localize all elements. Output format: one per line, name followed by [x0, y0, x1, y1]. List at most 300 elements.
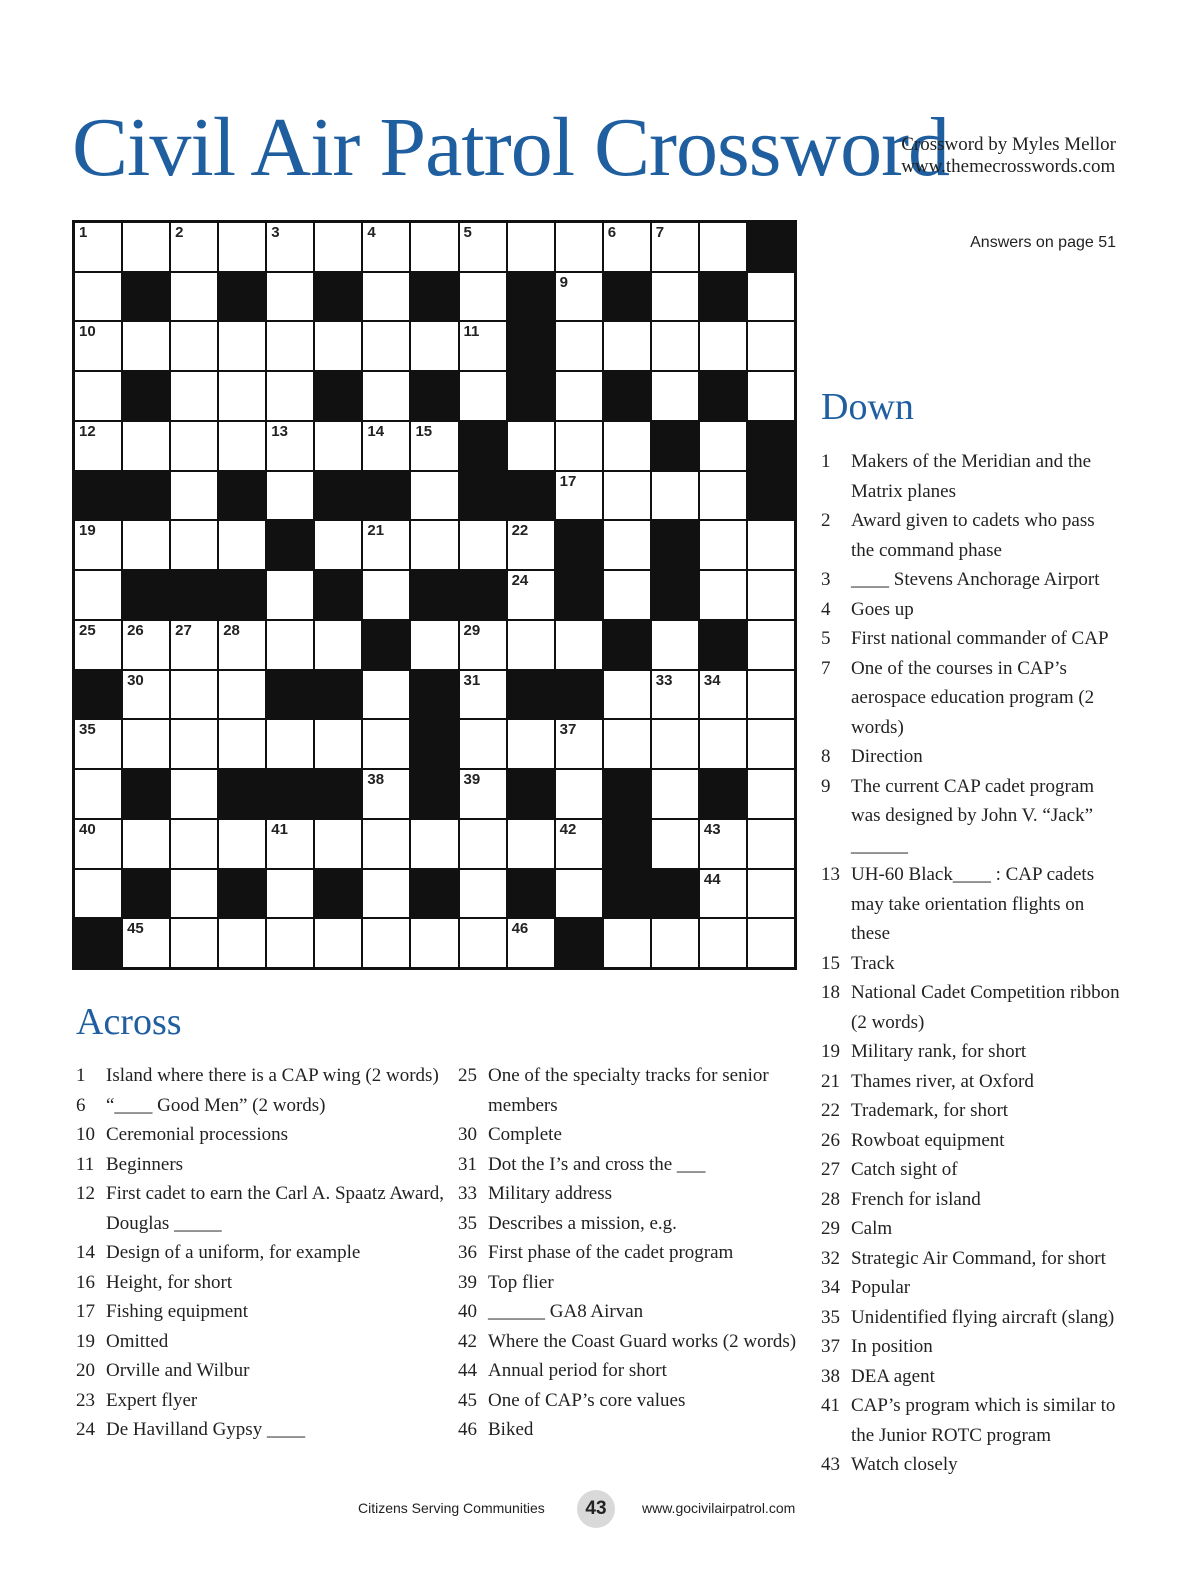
- clue-number: 24: [76, 1419, 95, 1440]
- grid-cell[interactable]: [508, 720, 554, 768]
- clue-number: 15: [821, 952, 840, 974]
- clue-item: [458, 1179, 806, 1209]
- grid-cell[interactable]: [363, 521, 409, 569]
- clue-text: In position: [851, 1336, 933, 1357]
- grid-cell[interactable]: [171, 521, 217, 569]
- grid-cell[interactable]: [219, 372, 265, 420]
- grid-cell[interactable]: [652, 621, 698, 669]
- grid-cell[interactable]: [460, 621, 506, 669]
- grid-cell[interactable]: [508, 223, 554, 271]
- grid-cell[interactable]: [700, 322, 746, 370]
- grid-cell[interactable]: [652, 223, 698, 271]
- clue-number: 43: [821, 1454, 840, 1475]
- grid-cell[interactable]: [700, 422, 746, 470]
- clue-item: [458, 1209, 806, 1239]
- black-square: [411, 770, 457, 818]
- black-square: [411, 571, 457, 619]
- grid-cell[interactable]: [460, 870, 506, 918]
- grid-cell[interactable]: [556, 770, 602, 818]
- grid-cell[interactable]: [700, 571, 746, 619]
- clue-text: Direction: [851, 746, 923, 767]
- black-square: [219, 571, 265, 619]
- grid-cell[interactable]: [171, 770, 217, 818]
- clue-item: [76, 1415, 446, 1445]
- clue-item: [821, 595, 1121, 625]
- grid-cell[interactable]: [700, 223, 746, 271]
- clue-text: Fishing equipment: [106, 1301, 248, 1322]
- clue-item: [458, 1356, 806, 1386]
- grid-cell[interactable]: [652, 671, 698, 719]
- clue-number: 2: [175, 224, 184, 241]
- black-square: [556, 671, 602, 719]
- grid-cell[interactable]: [171, 621, 217, 669]
- grid-cell[interactable]: [700, 472, 746, 520]
- grid-cell[interactable]: [315, 422, 361, 470]
- clue-number: 4: [367, 224, 376, 241]
- clue-number: 26: [821, 1129, 840, 1151]
- clue-number: 31: [458, 1153, 477, 1175]
- clue-number: 7: [821, 657, 831, 679]
- clue-number: 25: [79, 621, 96, 639]
- clue-number: 42: [458, 1330, 477, 1352]
- grid-cell[interactable]: [604, 571, 650, 619]
- clue-number: 12: [79, 422, 96, 440]
- clue-item: [76, 1091, 446, 1121]
- grid-cell[interactable]: [604, 223, 650, 271]
- grid-cell[interactable]: [460, 521, 506, 569]
- grid-cell[interactable]: [652, 919, 698, 967]
- grid-cell[interactable]: [267, 372, 313, 420]
- grid-cell[interactable]: [460, 372, 506, 420]
- grid-cell[interactable]: [315, 521, 361, 569]
- grid-cell[interactable]: [75, 273, 121, 321]
- grid-cell[interactable]: [267, 273, 313, 321]
- clue-text: Track: [851, 952, 895, 974]
- grid-cell[interactable]: [460, 223, 506, 271]
- black-square: [267, 521, 313, 569]
- clue-item: [821, 506, 1121, 565]
- clue-item: [821, 1096, 1121, 1126]
- clue-item: [821, 1126, 1121, 1156]
- grid-cell[interactable]: [556, 621, 602, 669]
- clue-item: [821, 949, 1121, 979]
- grid-cell[interactable]: [604, 422, 650, 470]
- grid-cell[interactable]: [411, 472, 457, 520]
- grid-cell[interactable]: [363, 820, 409, 868]
- grid-cell[interactable]: [556, 720, 602, 768]
- clue-number: 30: [127, 671, 144, 689]
- grid-cell[interactable]: [556, 273, 602, 321]
- grid-cell[interactable]: [267, 870, 313, 918]
- clue-number: 17: [76, 1301, 95, 1322]
- grid-cell[interactable]: [460, 820, 506, 868]
- grid-cell[interactable]: [171, 223, 217, 271]
- grid-cell[interactable]: [460, 322, 506, 370]
- grid-cell[interactable]: [460, 770, 506, 818]
- grid-cell[interactable]: [748, 919, 794, 967]
- clue-item: [821, 624, 1121, 654]
- grid-cell[interactable]: [652, 273, 698, 321]
- grid-cell[interactable]: [315, 919, 361, 967]
- clue-item: [821, 1155, 1121, 1185]
- clue-number: 44: [703, 870, 721, 888]
- clue-text: Award given to cadets who pass the command phase: [851, 510, 1095, 561]
- clue-number: 4: [821, 598, 831, 620]
- grid-cell[interactable]: [267, 223, 313, 271]
- grid-cell[interactable]: [460, 919, 506, 967]
- grid-cell[interactable]: [748, 870, 794, 918]
- grid-cell[interactable]: [411, 422, 457, 470]
- grid-cell[interactable]: [123, 671, 169, 719]
- grid-cell[interactable]: [75, 770, 121, 818]
- grid-cell[interactable]: [171, 919, 217, 967]
- footer-tagline: Citizens Serving Communities: [358, 1500, 545, 1516]
- grid-cell[interactable]: [363, 870, 409, 918]
- clue-number: 25: [458, 1065, 477, 1086]
- grid-cell[interactable]: [75, 720, 121, 768]
- clue-text: “____ Good Men” (2 words): [106, 1094, 326, 1116]
- grid-cell[interactable]: [363, 919, 409, 967]
- clue-number: 45: [458, 1389, 477, 1411]
- grid-cell[interactable]: [123, 919, 169, 967]
- clue-text: Calm: [851, 1218, 893, 1239]
- black-square: [315, 372, 361, 420]
- clue-text: Orville and Wilbur: [106, 1360, 250, 1381]
- grid-cell[interactable]: [652, 720, 698, 768]
- clue-number: 13: [821, 864, 840, 885]
- grid-cell[interactable]: [556, 820, 602, 868]
- clue-number: 35: [458, 1212, 477, 1234]
- black-square: [267, 671, 313, 719]
- black-square: [508, 870, 554, 918]
- grid-cell[interactable]: [748, 322, 794, 370]
- clue-number: 5: [821, 628, 831, 649]
- clue-text: Dot the I’s and cross the ___: [488, 1153, 706, 1175]
- clue-text: Thames river, at Oxford: [851, 1070, 1034, 1092]
- grid-cell[interactable]: [75, 621, 121, 669]
- grid-cell[interactable]: [604, 919, 650, 967]
- clue-item: [76, 1386, 446, 1416]
- clue-item: [76, 1179, 446, 1238]
- clue-number: 41: [821, 1395, 840, 1416]
- clue-text: Rowboat equipment: [851, 1129, 1005, 1151]
- clue-number: 32: [821, 1247, 840, 1269]
- black-square: [123, 273, 169, 321]
- black-square: [604, 372, 650, 420]
- footer-website: www.gocivilairpatrol.com: [642, 1500, 796, 1516]
- grid-cell[interactable]: [604, 472, 650, 520]
- grid-cell[interactable]: [652, 472, 698, 520]
- grid-cell[interactable]: [123, 521, 169, 569]
- black-square: [363, 472, 409, 520]
- grid-cell[interactable]: [267, 472, 313, 520]
- grid-cell[interactable]: [315, 322, 361, 370]
- grid-cell[interactable]: [123, 820, 169, 868]
- down-heading: Down: [821, 386, 914, 428]
- grid-cell[interactable]: [604, 720, 650, 768]
- grid-cell[interactable]: [219, 621, 265, 669]
- grid-cell[interactable]: [508, 571, 554, 619]
- grid-cell[interactable]: [75, 322, 121, 370]
- grid-cell[interactable]: [123, 422, 169, 470]
- clue-number: 28: [223, 621, 240, 639]
- grid-cell[interactable]: [748, 770, 794, 818]
- clue-number: 43: [703, 820, 721, 838]
- grid-cell[interactable]: [123, 621, 169, 669]
- grid-cell[interactable]: [171, 372, 217, 420]
- grid-cell[interactable]: [700, 820, 746, 868]
- grid-cell[interactable]: [363, 322, 409, 370]
- grid-cell[interactable]: [508, 820, 554, 868]
- grid-cell[interactable]: [171, 870, 217, 918]
- grid-cell[interactable]: [700, 671, 746, 719]
- clue-text: Military address: [488, 1183, 613, 1204]
- black-square: [700, 770, 746, 818]
- clue-number: 26: [127, 621, 144, 639]
- clue-number: 29: [463, 621, 481, 639]
- grid-cell[interactable]: [75, 820, 121, 868]
- grid-cell[interactable]: [219, 322, 265, 370]
- black-square: [556, 919, 602, 967]
- grid-cell[interactable]: [508, 422, 554, 470]
- grid-cell[interactable]: [700, 720, 746, 768]
- black-square: [219, 770, 265, 818]
- grid-cell[interactable]: [411, 919, 457, 967]
- grid-cell[interactable]: [219, 521, 265, 569]
- grid-cell[interactable]: [315, 621, 361, 669]
- clue-item: [821, 860, 1121, 949]
- black-square: [315, 571, 361, 619]
- clue-item: [458, 1238, 806, 1268]
- black-square: [508, 770, 554, 818]
- grid-cell[interactable]: [556, 223, 602, 271]
- clue-number: 6: [607, 224, 617, 241]
- clue-text: Describes a mission, e.g.: [488, 1212, 677, 1234]
- grid-cell[interactable]: [748, 820, 794, 868]
- grid-cell[interactable]: [123, 223, 169, 271]
- grid-cell[interactable]: [219, 671, 265, 719]
- clue-number: 17: [559, 472, 577, 490]
- clue-number: 3: [821, 569, 831, 590]
- clue-text: Complete: [488, 1124, 562, 1145]
- grid-cell[interactable]: [748, 671, 794, 719]
- grid-cell[interactable]: [123, 322, 169, 370]
- grid-cell[interactable]: [75, 870, 121, 918]
- clue-number: 23: [76, 1389, 95, 1411]
- black-square: [652, 870, 698, 918]
- clue-item: [821, 565, 1121, 595]
- grid-cell[interactable]: [460, 720, 506, 768]
- grid-cell[interactable]: [363, 671, 409, 719]
- clue-number: 37: [821, 1336, 840, 1357]
- grid-cell[interactable]: [363, 372, 409, 420]
- grid-cell[interactable]: [460, 273, 506, 321]
- grid-cell[interactable]: [171, 422, 217, 470]
- grid-cell[interactable]: [604, 521, 650, 569]
- grid-cell[interactable]: [267, 919, 313, 967]
- grid-cell[interactable]: [411, 621, 457, 669]
- grid-cell[interactable]: [508, 919, 554, 967]
- grid-cell[interactable]: [267, 820, 313, 868]
- clue-number: 28: [821, 1188, 840, 1210]
- grid-cell[interactable]: [508, 521, 554, 569]
- clue-text: Trademark, for short: [851, 1100, 1009, 1121]
- clue-item: [821, 742, 1121, 772]
- clue-number: 38: [821, 1365, 840, 1387]
- clue-item: [821, 1450, 1121, 1480]
- black-square: [75, 919, 121, 967]
- clue-item: [821, 1273, 1121, 1303]
- grid-cell[interactable]: [267, 720, 313, 768]
- grid-cell[interactable]: [363, 223, 409, 271]
- clue-item: [76, 1327, 446, 1357]
- grid-cell[interactable]: [748, 720, 794, 768]
- black-square: [123, 571, 169, 619]
- grid-cell[interactable]: [267, 571, 313, 619]
- clue-item: [458, 1415, 806, 1445]
- grid-cell[interactable]: [700, 521, 746, 569]
- clue-text: The current CAP cadet program was designed by John V. “Jack” ______: [851, 775, 1095, 856]
- clue-number: 33: [655, 671, 673, 689]
- across-heading: Across: [76, 1001, 182, 1043]
- grid-cell[interactable]: [363, 571, 409, 619]
- grid-cell[interactable]: [219, 422, 265, 470]
- grid-cell[interactable]: [123, 720, 169, 768]
- black-square: [748, 223, 794, 271]
- grid-cell[interactable]: [748, 621, 794, 669]
- grid-cell[interactable]: [219, 820, 265, 868]
- clue-text: One of CAP’s core values: [488, 1389, 686, 1411]
- grid-cell[interactable]: [411, 521, 457, 569]
- clue-item: [821, 1332, 1121, 1362]
- clue-number: 27: [821, 1159, 840, 1180]
- grid-cell[interactable]: [556, 472, 602, 520]
- grid-cell[interactable]: [556, 870, 602, 918]
- clue-text: CAP’s program which is similar to the Junior ROTC program: [851, 1395, 1116, 1446]
- page-title: Civil Air Patrol Crossword: [72, 101, 950, 194]
- crossword-grid: [72, 220, 797, 970]
- black-square: [748, 472, 794, 520]
- grid-cell[interactable]: [171, 322, 217, 370]
- clue-number: 13: [271, 422, 288, 440]
- grid-cell[interactable]: [75, 372, 121, 420]
- grid-cell[interactable]: [171, 820, 217, 868]
- grid-cell[interactable]: [604, 322, 650, 370]
- clue-number: 40: [79, 820, 96, 838]
- grid-cell[interactable]: [700, 919, 746, 967]
- grid-cell[interactable]: [171, 472, 217, 520]
- grid-cell[interactable]: [652, 322, 698, 370]
- grid-cell[interactable]: [315, 820, 361, 868]
- clue-number: 44: [458, 1360, 477, 1381]
- clue-text: First phase of the cadet program: [488, 1242, 734, 1263]
- clue-number: 37: [559, 721, 577, 739]
- grid-cell[interactable]: [75, 422, 121, 470]
- grid-cell[interactable]: [700, 870, 746, 918]
- black-square: [556, 571, 602, 619]
- grid-cell[interactable]: [652, 372, 698, 420]
- grid-cell[interactable]: [508, 621, 554, 669]
- clue-item: [458, 1327, 806, 1357]
- grid-cell[interactable]: [748, 273, 794, 321]
- clue-text: Biked: [488, 1419, 534, 1440]
- clue-number: 6: [76, 1094, 86, 1116]
- clue-item: [458, 1268, 806, 1298]
- grid-cell[interactable]: [315, 720, 361, 768]
- black-square: [411, 870, 457, 918]
- grid-cell[interactable]: [652, 770, 698, 818]
- grid-cell[interactable]: [363, 273, 409, 321]
- clue-text: Catch sight of: [851, 1159, 958, 1180]
- black-square: [411, 671, 457, 719]
- black-square: [652, 521, 698, 569]
- clue-item: [76, 1238, 446, 1268]
- grid-cell[interactable]: [556, 372, 602, 420]
- grid-cell[interactable]: [75, 521, 121, 569]
- black-square: [411, 273, 457, 321]
- grid-cell[interactable]: [315, 223, 361, 271]
- clue-number: 22: [511, 522, 529, 540]
- clue-text: One of the specialty tracks for senior members: [488, 1065, 769, 1116]
- grid-cell[interactable]: [556, 322, 602, 370]
- black-square: [460, 571, 506, 619]
- grid-cell[interactable]: [556, 422, 602, 470]
- grid-cell[interactable]: [363, 720, 409, 768]
- grid-cell[interactable]: [604, 671, 650, 719]
- grid-cell[interactable]: [411, 223, 457, 271]
- black-square: [508, 472, 554, 520]
- grid-cell[interactable]: [171, 720, 217, 768]
- clue-text: One of the courses in CAP’s aerospace education program (2 words): [851, 657, 1095, 738]
- grid-cell[interactable]: [748, 372, 794, 420]
- grid-cell[interactable]: [411, 820, 457, 868]
- black-square: [411, 372, 457, 420]
- grid-cell[interactable]: [171, 273, 217, 321]
- across-clues-column-2: [458, 1061, 806, 1445]
- black-square: [604, 273, 650, 321]
- clue-number: 10: [79, 323, 96, 341]
- clue-number: 27: [175, 621, 192, 639]
- across-clues-column-1: [76, 1061, 446, 1445]
- grid-cell[interactable]: [748, 571, 794, 619]
- grid-cell[interactable]: [460, 671, 506, 719]
- grid-cell[interactable]: [363, 422, 409, 470]
- grid-cell[interactable]: [219, 223, 265, 271]
- clue-text: Ceremonial processions: [106, 1124, 289, 1145]
- grid-cell[interactable]: [75, 571, 121, 619]
- black-square: [219, 472, 265, 520]
- grid-cell[interactable]: [748, 521, 794, 569]
- grid-cell[interactable]: [219, 720, 265, 768]
- clue-number: 38: [367, 771, 385, 789]
- grid-cell[interactable]: [267, 322, 313, 370]
- grid-cell[interactable]: [219, 919, 265, 967]
- clue-text: Island where there is a CAP wing (2 words): [106, 1065, 439, 1086]
- grid-cell[interactable]: [267, 422, 313, 470]
- clue-item: [821, 1185, 1121, 1215]
- clue-item: [458, 1061, 806, 1120]
- grid-cell[interactable]: [363, 770, 409, 818]
- grid-cell[interactable]: [75, 223, 121, 271]
- grid-cell[interactable]: [652, 820, 698, 868]
- clue-item: [821, 978, 1121, 1037]
- grid-cell[interactable]: [171, 671, 217, 719]
- clue-number: 3: [271, 224, 280, 241]
- clue-number: 30: [458, 1124, 477, 1145]
- grid-cell[interactable]: [267, 621, 313, 669]
- grid-cell[interactable]: [411, 322, 457, 370]
- credit-author: Crossword by Myles Mellor: [901, 134, 1116, 155]
